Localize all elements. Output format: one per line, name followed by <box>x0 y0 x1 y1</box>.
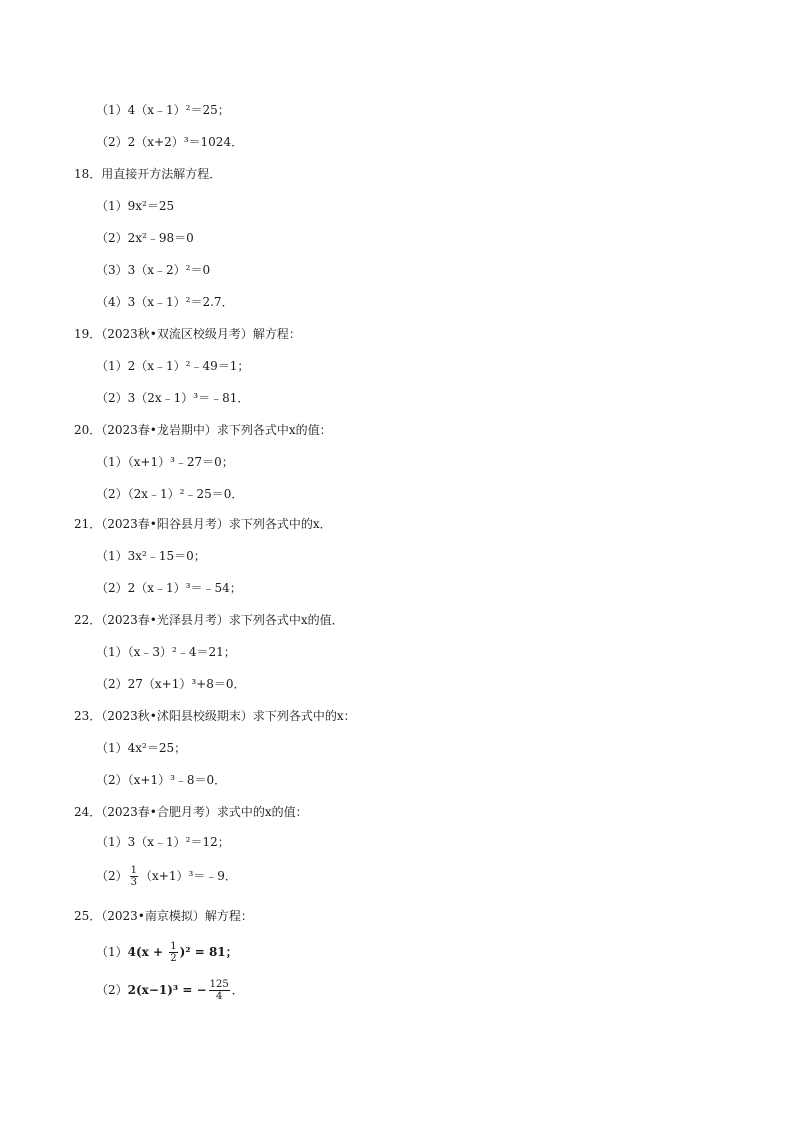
q20-part1: （1）（x+1）³﹣27＝0； <box>96 455 234 469</box>
q25-part2 <box>96 978 244 1002</box>
q23-title: 23．（2023秋•沭阳县校级期末）求下列各式中的x： <box>74 709 356 723</box>
fraction <box>209 979 230 1002</box>
q19-title: 19．（2023秋•双流区校级月考）解方程： <box>74 327 301 341</box>
q18-part1: （1）9x²＝25 <box>96 199 175 213</box>
q18-part3: （3）3（x﹣2）²＝0 <box>96 263 211 277</box>
fraction-denominator: 2 <box>170 953 177 964</box>
q25-part2-expr-a: 2(x−1)³ = − <box>127 983 207 997</box>
q24-part2 <box>96 864 237 888</box>
q24-part2-prefix: （2） <box>96 869 128 883</box>
fraction-numerator: 1 <box>170 941 177 952</box>
q25-part1 <box>96 940 238 964</box>
q18-part4: （4）3（x﹣1）²＝2.7． <box>96 295 234 309</box>
fraction-numerator: 1 <box>130 865 138 876</box>
q18-title: 18．用直接开方法解方程． <box>74 167 222 181</box>
q17-part1: （1）4（x﹣1）²＝25； <box>96 103 230 117</box>
q20-title: 20．（2023春•龙岩期中）求下列各式中x的值： <box>74 423 332 437</box>
fraction-numerator: 125 <box>209 979 229 990</box>
q25-part1-prefix: （1） <box>96 945 128 959</box>
q24-part2-rest: （x+1）³＝﹣9． <box>140 869 237 883</box>
fraction <box>169 941 177 964</box>
q25-title: 25．（2023•南京模拟）解方程： <box>74 909 253 923</box>
q24-part1: （1）3（x﹣1）²＝12； <box>96 835 230 849</box>
q21-part1: （1）3x²﹣15＝0； <box>96 549 206 563</box>
q25-part1-expr-b: )² = 81； <box>179 945 238 959</box>
q23-part2: （2）（x+1）³﹣8＝0． <box>96 773 227 787</box>
q25-part2-prefix: （2） <box>96 983 128 997</box>
q22-title: 22．（2023春•光泽县月考）求下列各式中x的值． <box>74 613 344 627</box>
fraction-denominator: 3 <box>130 877 138 888</box>
q19-part1: （1）2（x﹣1）²﹣49＝1； <box>96 359 250 373</box>
q17-part2: （2）2（x+2）³＝1024． <box>96 135 244 149</box>
q23-part1: （1）4x²＝25； <box>96 741 187 755</box>
q22-part2: （2）27（x+1）³+8＝0． <box>96 677 246 691</box>
q20-part2: （2）（2x﹣1）²﹣25＝0． <box>96 487 244 501</box>
q22-part1: （1）（x﹣3）²﹣4＝21； <box>96 645 236 659</box>
q18-part2: （2）2x²﹣98＝0 <box>96 231 194 245</box>
q25-part1-expr-a: 4(x + <box>127 945 168 959</box>
q24-title: 24．（2023春•合肥月考）求式中的x的值： <box>74 805 308 819</box>
q19-part2: （2）3（2x﹣1）³＝﹣81． <box>96 391 250 405</box>
q21-title: 21．（2023春•阳谷县月考）求下列各式中的x． <box>74 517 332 531</box>
fraction-denominator: 4 <box>215 991 223 1002</box>
q25-part2-expr-b: ． <box>231 983 244 997</box>
fraction <box>130 865 138 888</box>
q21-part2: （2）2（x﹣1）³＝﹣54； <box>96 581 242 595</box>
